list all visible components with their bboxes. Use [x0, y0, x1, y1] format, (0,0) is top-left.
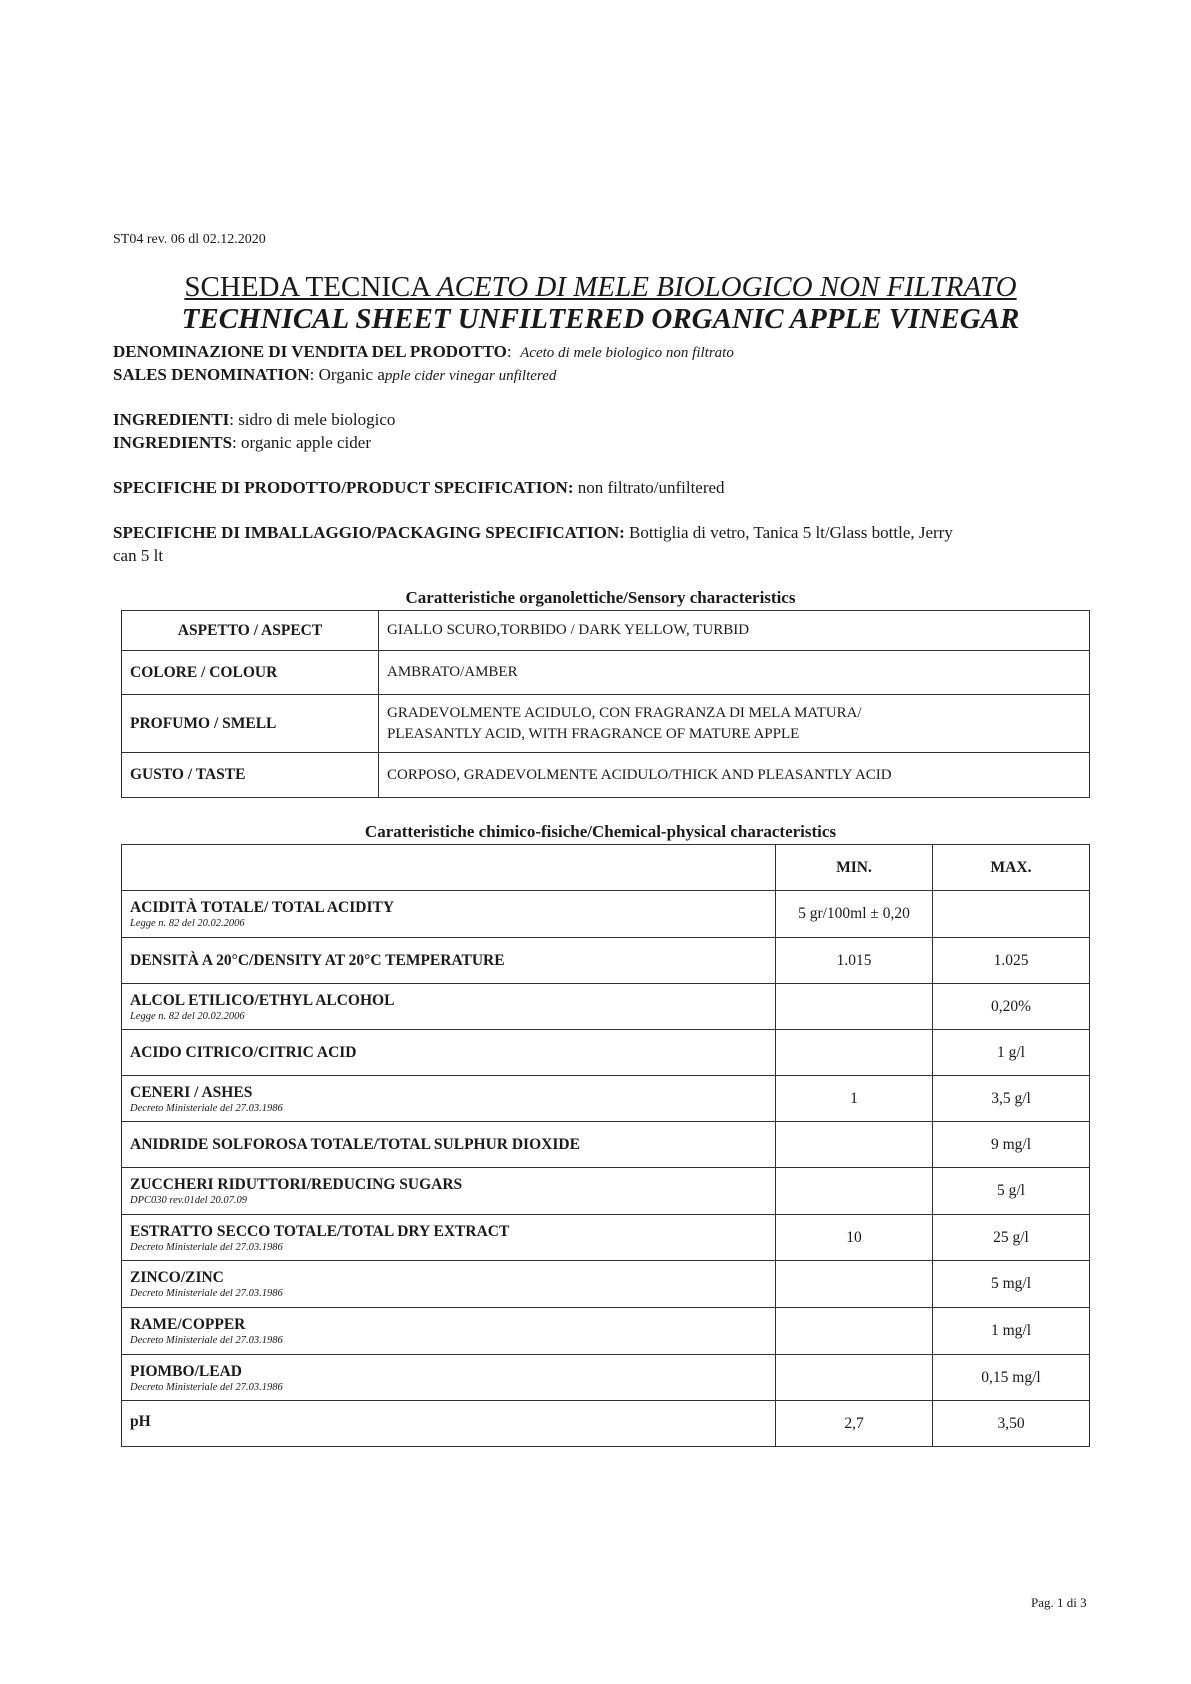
table-row: [122, 611, 1090, 651]
sensory-key: PROFUMO / SMELL: [122, 695, 379, 753]
min-value: [776, 1308, 933, 1355]
min-value: [776, 984, 933, 1030]
parameter-name: ACIDO CITRICO/CITRIC ACID: [130, 1043, 357, 1061]
title-english: TECHNICAL SHEET UNFILTERED ORGANIC APPLE VINEGAR: [181, 303, 1020, 335]
denomination-it-label: DENOMINAZIONE DI VENDITA DEL PRODOTTO: [113, 342, 507, 361]
parameter-name: CENERI / ASHES: [130, 1083, 253, 1101]
parameter-cell: [122, 938, 776, 984]
parameter-name: pH: [130, 1413, 151, 1430]
parameter-name: ESTRATTO SECCO TOTALE/TOTAL DRY EXTRACT: [130, 1222, 510, 1240]
table-row: [122, 984, 1090, 1030]
min-value: 1: [776, 1076, 933, 1122]
title-italian: [113, 271, 1088, 304]
ingredients-en-value: organic apple cider: [241, 433, 371, 452]
parameter-name: ACIDITÀ TOTALE/ TOTAL ACIDITY: [130, 899, 395, 916]
table-row: [122, 1076, 1090, 1122]
sensory-value: [379, 695, 1090, 753]
sensory-key: COLORE / COLOUR: [122, 651, 379, 695]
parameter-name: DENSITÀ A 20°C/DENSITY AT 20°C TEMPERATURE: [130, 951, 505, 969]
parameter-cell: [122, 1355, 776, 1401]
denomination-en-label: SALES DENOMINATION: [113, 365, 310, 384]
parameter-name: ZUCCHERI RIDUTTORI/REDUCING SUGARS: [130, 1176, 463, 1193]
parameter-cell: [122, 1401, 776, 1447]
denomination-en-value-prefix: Organic a: [318, 365, 385, 384]
chemical-table: [121, 844, 1090, 1447]
table-row: [122, 1261, 1090, 1308]
min-value: 5 gr/100ml ± 0,20: [776, 891, 933, 938]
min-value: 10: [776, 1215, 933, 1261]
table-row: [122, 753, 1090, 798]
parameter-reference: Decreto Ministeriale del 27.03.1986: [130, 1288, 283, 1299]
parameter-cell: [122, 891, 776, 938]
max-value: [933, 891, 1090, 938]
title-prefix: SCHEDA TECNICA: [184, 271, 437, 303]
sensory-value: CORPOSO, GRADEVOLMENTE ACIDULO/THICK AND PLEASANTLY ACID: [379, 753, 1090, 798]
min-value: 1.015: [776, 938, 933, 984]
chemical-caption: Caratteristiche chimico-fisiche/Chemical-physical characteristics: [364, 822, 837, 841]
max-value: 1.025: [933, 938, 1090, 984]
title-product-italian: ACETO DI MELE BIOLOGICO NON FILTRATO: [436, 271, 1017, 303]
parameter-cell: [122, 984, 776, 1030]
table-row: [122, 1122, 1090, 1168]
revision-code: ST04 rev. 06 dl 02.12.2020: [113, 232, 266, 247]
table-row: [122, 1308, 1090, 1355]
max-value: 1 mg/l: [933, 1308, 1090, 1355]
parameter-name: RAME/COPPER: [130, 1316, 246, 1333]
max-value: 0,15 mg/l: [933, 1355, 1090, 1401]
parameter-reference: DPC030 rev.01del 20.07.09: [130, 1195, 247, 1206]
table-row: [122, 1355, 1090, 1401]
max-value: 9 mg/l: [933, 1122, 1090, 1168]
max-value: 3,50: [933, 1401, 1090, 1447]
sensory-key: GUSTO / TASTE: [122, 753, 379, 798]
sensory-caption: Caratteristiche organolettiche/Sensory characteristics: [405, 588, 796, 607]
table-row: [122, 1401, 1090, 1447]
max-value: 25 g/l: [933, 1215, 1090, 1261]
denomination-italian: DENOMINAZIONE DI VENDITA DEL PRODOTTO: Aceto di mele biologico non filtrato: [113, 342, 734, 361]
parameter-name: ZINCO/ZINC: [130, 1269, 224, 1286]
sensory-value: GIALLO SCURO,TORBIDO / DARK YELLOW, TURBID: [379, 611, 1090, 651]
max-value: 3,5 g/l: [933, 1076, 1090, 1122]
min-value: [776, 1261, 933, 1308]
min-value: [776, 1168, 933, 1215]
max-value: 5 g/l: [933, 1168, 1090, 1215]
column-header-max: MAX.: [933, 845, 1090, 891]
denomination-en-value-italic: pple cider vinegar unfiltered: [384, 368, 557, 384]
parameter-cell: [122, 1215, 776, 1261]
sensory-key: ASPETTO / ASPECT: [122, 611, 379, 651]
ingredients-it-label: INGREDIENTI: [113, 410, 230, 429]
parameter-reference: Decreto Ministeriale del 27.03.1986: [130, 1241, 283, 1253]
max-value: 0,20%: [933, 984, 1090, 1030]
product-specification: [113, 476, 1103, 499]
min-value: [776, 1030, 933, 1076]
packaging-specification: [113, 521, 1103, 567]
parameter-cell: [122, 1030, 776, 1076]
sensory-value-line2: PLEASANTLY ACID, WITH FRAGRANCE OF MATURE APPLE: [387, 725, 800, 742]
parameter-name: PIOMBO/LEAD: [130, 1362, 242, 1380]
parameter-cell: [122, 1122, 776, 1168]
table-header-row: [122, 845, 1090, 891]
min-value: 2,7: [776, 1401, 933, 1447]
column-header-min: MIN.: [776, 845, 933, 891]
ingredients-en-label: INGREDIENTS: [113, 433, 233, 452]
min-value: [776, 1355, 933, 1401]
max-value: 1 g/l: [933, 1030, 1090, 1076]
header-empty-cell: [122, 845, 776, 891]
sensory-table: [121, 610, 1090, 798]
ingredients-it-value: sidro di mele biologico: [238, 410, 396, 429]
parameter-reference: Decreto Ministeriale del 27.03.1986: [130, 1335, 283, 1346]
parameter-reference: Legge n. 82 del 20.02.2006: [130, 1010, 245, 1022]
sensory-value: AMBRATO/AMBER: [379, 651, 1090, 695]
parameter-cell: [122, 1076, 776, 1122]
denomination-english: SALES DENOMINATION: Organic apple cider vinegar unfiltered: [113, 365, 557, 384]
table-row: [122, 695, 1090, 753]
table-row: [122, 1168, 1090, 1215]
parameter-reference: Decreto Ministeriale del 27.03.1986: [130, 1102, 283, 1114]
parameter-cell: [122, 1261, 776, 1308]
table-row: [122, 938, 1090, 984]
product-spec-label: SPECIFICHE DI PRODOTTO/PRODUCT SPECIFICATION:: [113, 478, 574, 497]
ingredients-english: INGREDIENTS: organic apple cider: [113, 433, 371, 452]
min-value: [776, 1122, 933, 1168]
parameter-reference: Decreto Ministeriale del 27.03.1986: [130, 1381, 283, 1393]
ingredients-italian: INGREDIENTI: sidro di mele biologico: [113, 410, 396, 429]
max-value: 5 mg/l: [933, 1261, 1090, 1308]
table-row: [122, 891, 1090, 938]
table-row: [122, 1215, 1090, 1261]
table-row: [122, 1030, 1090, 1076]
packaging-spec-value-line1: Bottiglia di vetro, Tanica 5 lt/Glass bottle, Jerry: [629, 523, 953, 542]
packaging-spec-value-line2: can 5 lt: [113, 546, 164, 565]
parameter-reference: Legge n. 82 del 20.02.2006: [130, 918, 245, 929]
sensory-value-line1: GRADEVOLMENTE ACIDULO, CON FRAGRANZA DI MELA MATURA/: [387, 704, 862, 721]
page-number: Pag. 1 di 3: [1031, 1595, 1087, 1610]
product-spec-value: non filtrato/unfiltered: [577, 478, 725, 497]
table-row: [122, 651, 1090, 695]
parameter-cell: [122, 1168, 776, 1215]
parameter-name: ANIDRIDE SOLFOROSA TOTALE/TOTAL SULPHUR DIOXIDE: [130, 1135, 580, 1153]
packaging-spec-label: SPECIFICHE DI IMBALLAGGIO/PACKAGING SPECIFICATION:: [113, 523, 625, 542]
parameter-cell: [122, 1308, 776, 1355]
parameter-name: ALCOL ETILICO/ETHYL ALCOHOL: [130, 991, 395, 1009]
denomination-it-value: Aceto di mele biologico non filtrato: [520, 345, 734, 361]
